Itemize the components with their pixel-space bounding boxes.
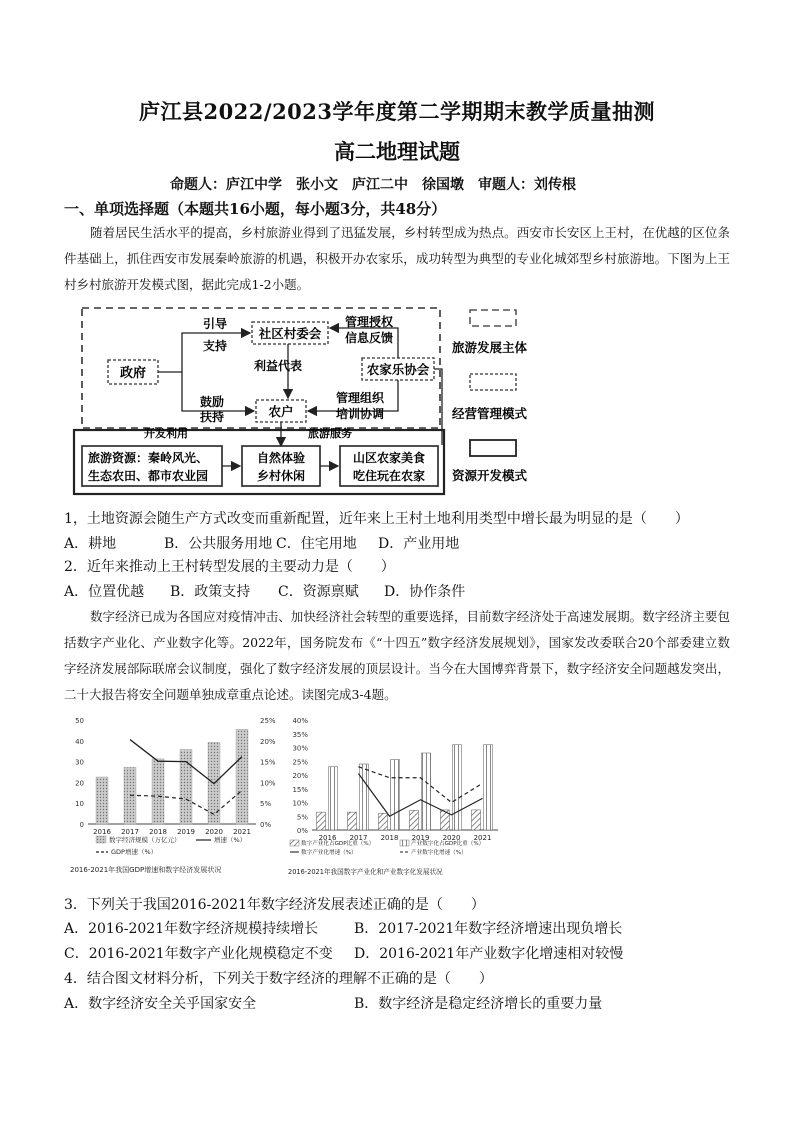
training-label: 培训协调 [336,407,385,421]
passage-1: 随着居民生活水平的提高，乡村旅游业得到了迅猛发展，乡村转型成为热点。西安市长安区上王村，在优越的区位条件基础上，抓住西安市发展秦岭旅游的机遇，积极开办农家乐，成功转型为典型的专业化城郊型乡村旅游地。下图为上王村乡村旅游开发模式图，据此完成1-2小题。 [64,225,730,292]
bar-digital-economy [152,759,164,824]
q2-option-a[interactable]: A．位置优越 [64,584,145,600]
question-4-stem: 4．结合图文材料分析，下列关于数字经济的理解不正确的是（ ） [64,971,493,987]
question-1-stem: 1，土地资源会随生产方式改变而重新配置，近年来上王村土地利用类型中增长最为明显的是（ ） [64,511,689,527]
bar-digital-economy [236,729,248,824]
food-line1: 山区农家美食 [352,451,426,465]
legend-line-label: 增速（%） [214,836,247,844]
q3-option-b[interactable]: B．2017-2021年数字经济增速出现负增长 [354,921,623,937]
y-tick-label: 20% [292,772,308,780]
exam-subtitle: 高二地理试题 [334,139,460,164]
right-tick-label: 10% [260,779,276,788]
legend-label-4: 产业数字化增速（%） [411,850,467,856]
x-tick-label: 2021 [233,828,251,836]
dev-use-label: 开发利用 [144,427,188,440]
bar-industrial-digitalization [453,745,462,830]
x-tick-label: 2017 [349,834,368,842]
legend-dashed-label: GDP增速（%） [111,848,158,856]
left-tick-label: 10 [75,800,84,809]
left-tick-label: 50 [75,717,84,725]
legend-label-3: 资源开发模式 [452,468,528,483]
mgmt-org-label: 管理组织 [336,391,385,405]
bar-digital-industrialization [410,810,419,830]
legend-swatch-3 [470,440,516,456]
legend-bar-label: 数字经济规模（万亿元） [109,836,181,844]
left-tick-label: 30 [75,758,84,767]
food-line2: 吃住玩在农家 [352,469,426,483]
bar-digital-industrialization [472,810,481,830]
farmer-label: 农户 [268,404,294,419]
y-tick-label: 5% [296,813,308,822]
bar-industrial-digitalization [484,745,493,830]
bar-digital-industrialization [317,812,326,830]
tour-service-label: 旅游服务 [308,427,352,440]
info-feedback-label: 信息反馈 [345,331,394,345]
x-tick-label: 2019 [411,834,430,842]
left-tick-label: 20 [75,779,84,788]
q2-option-c[interactable]: C．资源禀赋 [278,584,359,600]
bar-digital-industrialization [379,813,388,830]
right-tick-label: 0% [260,821,272,829]
bar-industrial-digitalization [329,767,338,830]
x-tick-label: 2018 [380,834,399,842]
q1-option-d[interactable]: D．产业用地 [378,536,460,552]
authors-line: 命题人：庐江中学 张小文 庐江二中 徐国墩 审题人：刘传根 [170,177,576,193]
legend-swatch-2 [470,374,516,390]
section-heading: 一、单项选择题（本题共16小题，每小题3分，共48分） [64,200,447,218]
legend-label-2: 产业数字化占GDP比重（%） [411,841,485,847]
chart-title: 2016-2021年我国数字产业化和产业数字化发展状况 [288,868,443,876]
x-tick-label: 2020 [205,828,223,836]
right-tick-label: 5% [260,800,272,809]
y-tick-label: 30% [292,744,308,753]
right-tick-label: 20% [260,737,276,746]
question-2-options [64,581,465,601]
bar-digital-economy [180,750,192,824]
bar-digital-industrialization [348,812,357,830]
association-label: 农家乐协会 [366,362,430,377]
resource-line1: 旅游资源：秦岭风光、 [88,451,209,465]
legend-label-1: 旅游发展主体 [452,340,528,355]
left-tick-label: 40 [75,737,84,746]
x-tick-label: 2019 [177,828,195,836]
x-tick-label: 2017 [121,828,139,836]
assist-label: 扶持 [200,410,225,424]
legend-label-3: 数字产业化增速（%） [301,850,357,856]
q1-option-c[interactable]: C．住宅用地 [276,536,357,552]
q3-option-c[interactable]: C．2016-2021年数字产业化规模稳定不变 [64,946,333,962]
q1-option-b[interactable]: B．公共服务用地 [164,536,273,552]
encourage-label: 鼓励 [200,395,225,409]
legend-label-2: 经营管理模式 [452,406,528,421]
q2-option-d[interactable]: D．协作条件 [384,584,466,600]
industry-digital-chart [286,712,516,880]
left-tick-label: 0 [79,821,84,829]
x-tick-label: 2016 [318,834,337,842]
x-tick-label: 2020 [442,834,461,842]
legend-swatch-1 [470,310,516,326]
exam-title: 庐江县2022/2023学年度第二学期期末教学质量抽测 [138,99,656,124]
nature-line1: 自然体验 [256,451,306,465]
q3-option-d[interactable]: D．2016-2021年产业数字化增速相对较慢 [354,946,624,962]
nature-line2: 乡村休闲 [256,469,306,483]
guide-label: 引导 [203,317,228,331]
resource-line2: 生态农田、都市农业园 [88,469,209,483]
interest-label: 利益代表 [254,359,303,373]
bar-industrial-digitalization [422,753,431,830]
y-tick-label: 0% [296,827,308,835]
right-tick-label: 25% [260,717,276,725]
mgmt-auth-label: 管理授权 [345,315,394,329]
legend-swatch-bar [96,836,106,843]
q2-option-b[interactable]: B．政策支持 [170,584,251,600]
question-2-stem: 2．近年来推动上王村转型发展的主要动力是（ ） [64,559,395,575]
question-3-options-row1 [64,918,622,938]
y-tick-label: 40% [292,717,308,725]
y-tick-label: 35% [292,730,308,739]
y-tick-label: 15% [292,785,308,794]
tourism-model-diagram [60,300,550,500]
industrial-digitalization-growth-line [359,767,483,803]
bar-digital-economy [96,777,108,824]
legend-swatch-1 [290,840,299,846]
legend-label-1: 数字产业化占GDP比重（%） [301,841,375,847]
x-tick-label: 2018 [149,828,167,836]
legend-swatch-2 [400,840,409,846]
digital-economy-chart [66,712,288,880]
committee-label: 社区村委会 [258,326,322,341]
q4-option-b[interactable]: B．数字经济是稳定经济增长的重要力量 [354,996,603,1012]
gov-label: 政府 [119,366,147,381]
bar-industrial-digitalization [360,764,369,830]
y-tick-label: 25% [292,758,308,767]
right-tick-label: 15% [260,758,276,767]
passage-2: 数字经济已成为各国应对疫情冲击、加快经济社会转型的重要选择，目前数字经济处于高速发展期。数字经济主要包括数字产业化、产业数字化等。2022年，国务院发布《“十四五”数字经济发展规划》，国家发改委联合20个部委建立数字经济发展部际联席会议制度，强化了数字经济发展的顶层设计。当今在大国博弈背景下，数字经济安全问题越发突出，二十大报告将安全问题单独成章重点论述。读图完成3-4题。 [64,609,730,702]
chart-title: 2016-2021年我国GDP增速和数字经济发展状况 [70,866,222,874]
question-1-options [64,533,459,553]
q3-option-a[interactable]: A．2016-2021年数字经济规模持续增长 [64,921,319,937]
x-tick-label: 2016 [93,828,111,836]
question-4-options [64,993,602,1013]
digital-industrialization-growth-line [359,774,483,817]
y-tick-label: 10% [292,799,308,808]
question-3-stem: 3．下列关于我国2016-2021年数字经济发展表述正确的是（ ） [64,897,485,913]
q4-option-a[interactable]: A．数字经济安全关乎国家安全 [64,996,257,1012]
support-label: 支持 [203,339,228,353]
bar-industrial-digitalization [391,760,400,830]
x-tick-label: 2021 [473,834,492,842]
q1-option-a[interactable]: A．耕地 [64,536,117,552]
question-3-options-row2 [64,943,623,963]
